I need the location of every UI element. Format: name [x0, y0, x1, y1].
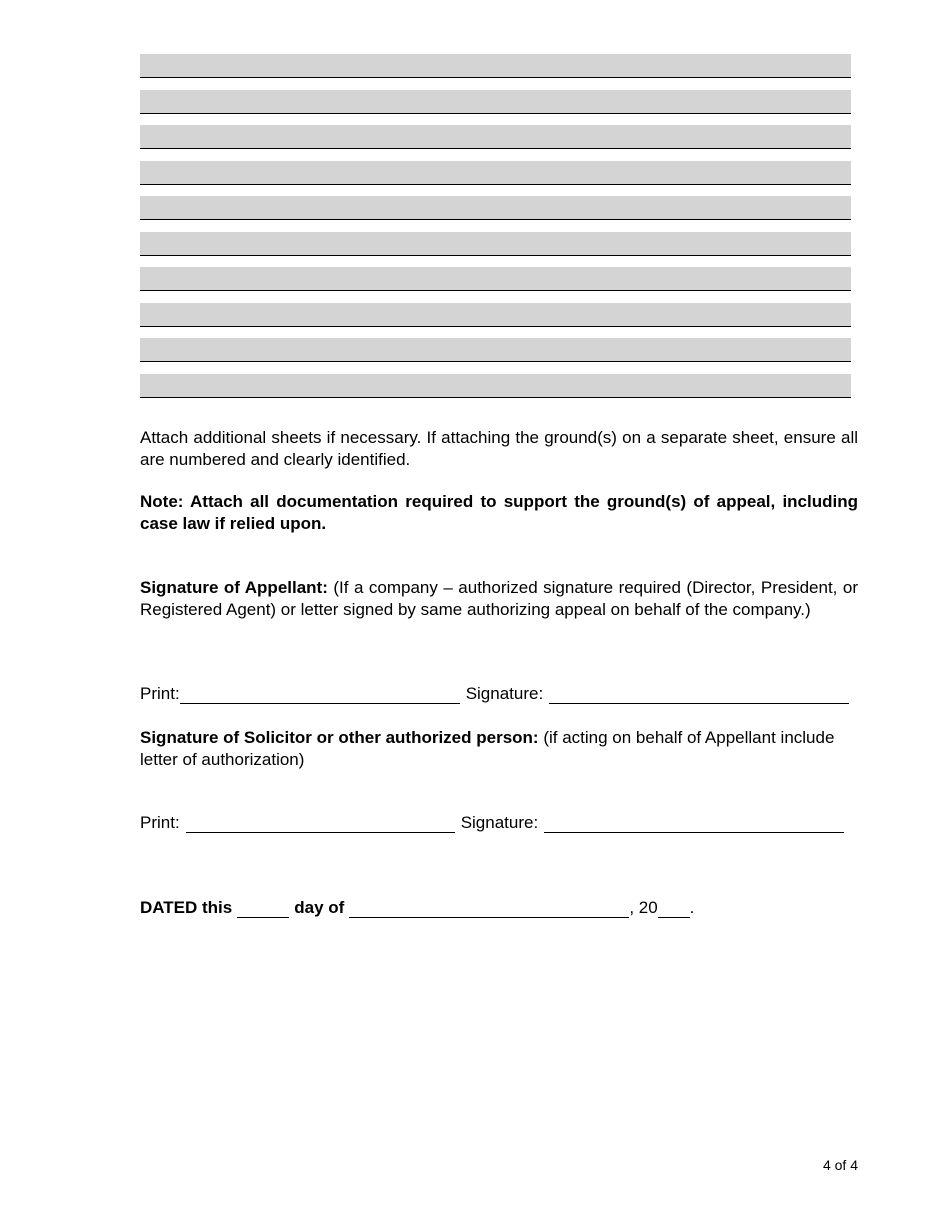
- grounds-line-field[interactable]: [140, 161, 851, 185]
- appellant-print-field[interactable]: [180, 685, 460, 704]
- year-field[interactable]: [658, 899, 690, 918]
- solicitor-signature-row: [140, 813, 844, 833]
- appellant-signature-instruction: [140, 577, 858, 620]
- solicitor-signature-label: Signature:: [460, 813, 539, 832]
- day-field[interactable]: [237, 899, 289, 918]
- grounds-line-field[interactable]: [140, 125, 851, 149]
- solicitor-print-field[interactable]: [186, 814, 455, 833]
- page-number: 4 of 4: [822, 1157, 858, 1173]
- dated-period: .: [689, 898, 695, 917]
- appellant-signature-field[interactable]: [549, 685, 849, 704]
- solicitor-signature-description: (if acting on behalf of Appellant include letter of authorization): [140, 728, 835, 769]
- grounds-line-field[interactable]: [140, 303, 851, 327]
- solicitor-signature-heading: Signature of Solicitor or other authorized person:: [140, 728, 539, 747]
- grounds-line-field[interactable]: [140, 232, 851, 256]
- appellant-print-label: Print:: [140, 684, 180, 703]
- grounds-line-field[interactable]: [140, 196, 851, 220]
- grounds-line-field[interactable]: [140, 374, 851, 398]
- grounds-input-rows: [140, 54, 851, 409]
- appellant-signature-heading: Signature of Appellant:: [140, 578, 328, 597]
- grounds-line-field[interactable]: [140, 54, 851, 78]
- dated-row: [140, 898, 694, 918]
- appellant-signature-label: Signature:: [465, 684, 544, 703]
- month-field[interactable]: [349, 899, 629, 918]
- solicitor-print-label: Print:: [140, 813, 180, 832]
- appellant-signature-row: [140, 684, 849, 704]
- grounds-line-field[interactable]: [140, 90, 851, 114]
- grounds-line-field[interactable]: [140, 338, 851, 362]
- appellant-signature-description: (If a company – authorized signature required (Director, President, or Registered Agent) or letter signed by same authorizing appeal on behalf of the company.): [140, 578, 858, 619]
- grounds-line-field[interactable]: [140, 267, 851, 291]
- year-prefix: , 20: [629, 898, 658, 917]
- day-of-label: day of: [294, 898, 345, 917]
- attach-sheets-instruction: Attach additional sheets if necessary. If attaching the ground(s) on a separate sheet, ensure all are numbered and clearly identified.: [140, 428, 858, 469]
- documentation-note: Note: Attach all documentation required to support the ground(s) of appeal, including case law if relied upon.: [140, 492, 858, 533]
- solicitor-signature-field[interactable]: [544, 814, 844, 833]
- dated-this-label: DATED this: [140, 898, 233, 917]
- solicitor-signature-instruction: [140, 727, 858, 770]
